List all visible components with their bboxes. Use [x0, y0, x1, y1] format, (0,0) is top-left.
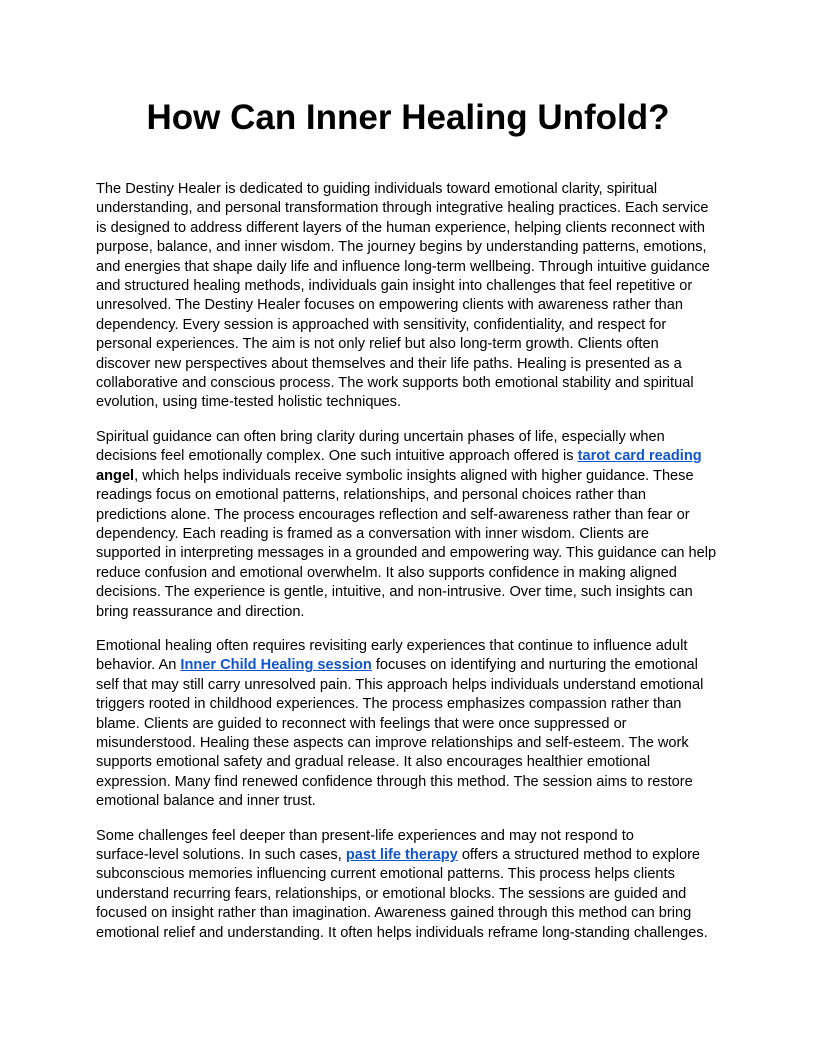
text-line: Spiritual guidance can often bring clarity during uncertain phases of life, especially when — [96, 428, 665, 445]
text-line: subconscious memories influencing current emotional patterns. This process helps clients — [96, 866, 675, 883]
text-line: triggers rooted in childhood experiences. The process emphasizes compassion rather than — [96, 696, 682, 713]
text-line: dependency. Every session is approached with sensitivity, confidentiality, and respect for — [96, 316, 667, 333]
text-segment: , which helps individuals receive symbolic insights aligned with higher guidance. These — [134, 467, 694, 484]
text-line: blame. Clients are guided to reconnect with feelings that were once suppressed or — [96, 715, 627, 732]
text-line: and energies that shape daily life and influence long-term wellbeing. Through intuitive guidance — [96, 258, 710, 275]
text-line — [96, 467, 722, 486]
text-line: understanding, and personal transformation through integrative healing practices. Each service — [96, 200, 709, 217]
text-line: personal experiences. The aim is not only relief but also long-term growth. Clients often — [96, 336, 659, 353]
text-line: purpose, balance, and inner wisdom. The journey begins by understanding patterns, emotions, — [96, 239, 707, 256]
text-line: self that may still carry unresolved pain. This approach helps individuals understand emotional — [96, 676, 704, 693]
text-segment: behavior. An — [96, 657, 181, 674]
text-segment: offers a structured method to explore — [457, 847, 701, 863]
text-line: collaborative and conscious process. The work supports both emotional stability and spiritual — [96, 375, 694, 392]
text-line — [96, 656, 722, 675]
text-line: supports emotional safety and gradual release. It also encourages healthier emotional — [96, 754, 651, 771]
paragraph-inner-child — [96, 637, 722, 812]
inner-child-healing-link[interactable]: Inner Child Healing session — [180, 657, 372, 674]
text-segment: focuses on identifying and nurturing the emotional — [371, 657, 698, 674]
text-line: is designed to address different layers of the human experience, helping clients reconnect with — [96, 219, 705, 236]
text-line: expression. Many find renewed confidence through this method. The session aims to restore — [96, 773, 693, 790]
bold-text-angel: angel — [96, 467, 135, 484]
text-line: supported in interpreting messages in a grounded and empowering way. This guidance can help — [96, 545, 717, 562]
tarot-card-reading-link[interactable]: tarot card reading — [577, 448, 702, 465]
page-title: How Can Inner Healing Unfold? — [146, 98, 670, 137]
text-line: and structured healing methods, individuals gain insight into challenges that feel repetitive or — [96, 278, 693, 295]
text-line: understand recurring fears, relationships, or emotional blocks. The sessions are guided and — [96, 885, 687, 902]
text-line: evolution, using time-tested holistic techniques. — [96, 394, 402, 411]
text-line: The Destiny Healer is dedicated to guiding individuals toward emotional clarity, spiritual — [96, 181, 658, 197]
text-line: dependency. Each reading is framed as a conversation with inner wisdom. Clients are — [96, 525, 649, 542]
text-line: bring reassurance and direction. — [96, 603, 305, 620]
text-segment: decisions feel emotionally complex. One such intuitive approach offered is — [96, 448, 578, 465]
text-line: predictions alone. The process encourages reflection and self-awareness rather than fear or — [96, 506, 690, 523]
text-line: unresolved. The Destiny Healer focuses on empowering clients with awareness rather than — [96, 297, 684, 314]
text-line: emotional relief and understanding. It often helps individuals reframe long-standing challenges. — [96, 924, 708, 941]
text-line: focused on insight rather than imagination. Awareness gained through this method can bring — [96, 905, 692, 922]
text-line — [96, 447, 722, 466]
text-line: Emotional healing often requires revisiting early experiences that continue to influence adult — [96, 637, 688, 654]
text-segment: surface-level solutions. In such cases, — [96, 847, 346, 863]
document-body — [96, 180, 722, 958]
text-line: readings focus on emotional patterns, relationships, and personal choices rather than — [96, 487, 647, 504]
text-line: misunderstood. Healing these aspects can improve relationships and self-esteem. The work — [96, 734, 689, 751]
text-line — [96, 846, 722, 865]
past-life-therapy-link[interactable]: past life therapy — [345, 847, 458, 863]
text-line: emotional balance and inner trust. — [96, 793, 316, 810]
paragraph-intro — [96, 180, 722, 413]
text-line: discover new perspectives about themselves and their life paths. Healing is presented as a — [96, 355, 682, 372]
paragraph-tarot — [96, 428, 722, 622]
text-line: reduce confusion and emotional overwhelm. It also supports confidence in making aligned — [96, 564, 677, 581]
paragraph-past-life — [96, 827, 722, 943]
text-line: Some challenges feel deeper than present-life experiences and may not respond to — [96, 827, 634, 844]
text-line: decisions. The experience is gentle, intuitive, and non-intrusive. Over time, such insights can — [96, 584, 693, 601]
